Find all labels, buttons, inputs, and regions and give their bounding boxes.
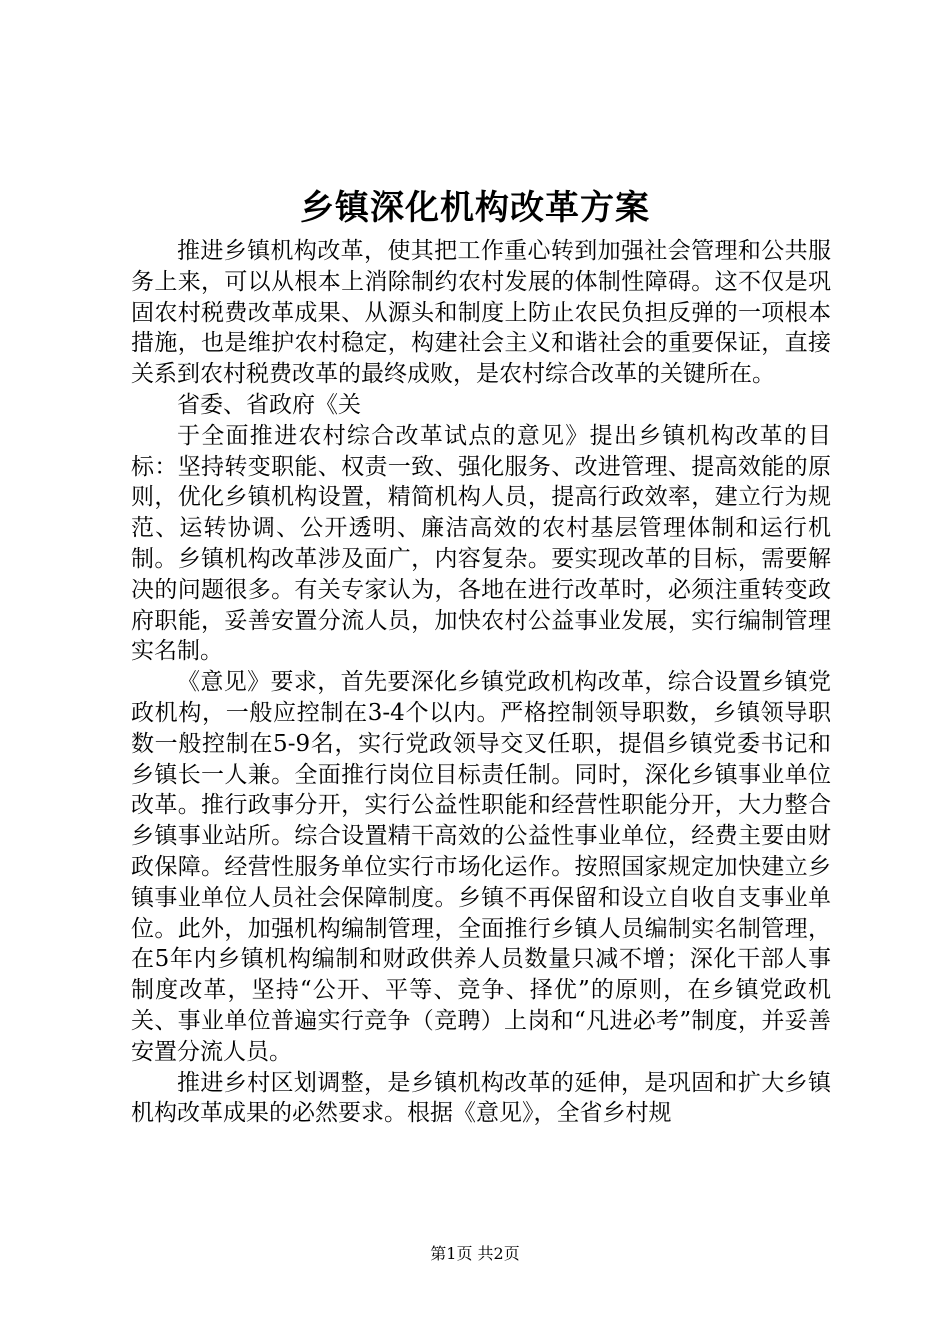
paragraph: 于全面推进农村综合改革试点的意见》提出乡镇机构改革的目标：坚持转变职能、权责一致、强化服务、改进管理、提高效能的原则，优化乡镇机构设置，精简机构人员，提高行政效率，建立行为规范、运转协调、公开透明、廉洁高效的农村基层管理体制和运行机制。乡镇机构改革涉及面广，内容复杂。要实现改革的目标，需要解决的问题很多。有关专家认为，各地在进行改革时，必须注重转变政府职能，妥善安置分流人员，加快农村公益事业发展，实行编制管理实名制。 bbox=[131, 422, 831, 665]
paragraph: 省委、省政府《关 bbox=[177, 391, 361, 418]
paragraph: 《意见》要求，首先要深化乡镇党政机构改革，综合设置乡镇党政机构，一般应控制在3-4个以内。严格控制领导职数，乡镇领导职数一般控制在5-9名，实行党政领导交叉任职，提倡乡镇党委书记和乡镇长一人兼。全面推行岗位目标责任制。同时，深化乡镇事业单位改革。推行政事分开，实行公益性职能和经营性职能分开，大力整合乡镇事业站所。综合设置精干高效的公益性事业单位，经费主要由财政保障。经营性服务单位实行市场化运作。按照国家规定加快建立乡镇事业单位人员社会保障制度。乡镇不再保留和设立自收自支事业单位。此外，加强机构编制管理，全面推行乡镇人员编制实名制管理，在5年内乡镇机构编制和财政供养人员数量只减不增；深化干部人事制度改革，坚持“公开、平等、竞争、择优”的原则，在乡镇党政机关、事业单位普遍实行竞争（竞聘）上岗和“凡进必考”制度，并妥善安置分流人员。 bbox=[131, 669, 831, 1065]
document-title: 乡镇深化机构改革方案 bbox=[300, 188, 650, 228]
page-footer: 第1页 共2页 bbox=[430, 1244, 520, 1263]
document-body bbox=[131, 236, 831, 1129]
paragraph: 推进乡村区划调整，是乡镇机构改革的延伸，是巩固和扩大乡镇机构改革成果的必然要求。根据《意见》，全省乡村规 bbox=[131, 1069, 831, 1127]
paragraph: 推进乡镇机构改革，使其把工作重心转到加强社会管理和公共服务上来，可以从根本上消除制约农村发展的体制性障碍。这不仅是巩固农村税费改革成果、从源头和制度上防止农民负担反弹的一项根本措施，也是维护农村稳定，构建社会主义和谐社会的重要保证，直接关系到农村税费改革的最终成败，是农村综合改革的关键所在。 bbox=[131, 238, 831, 388]
